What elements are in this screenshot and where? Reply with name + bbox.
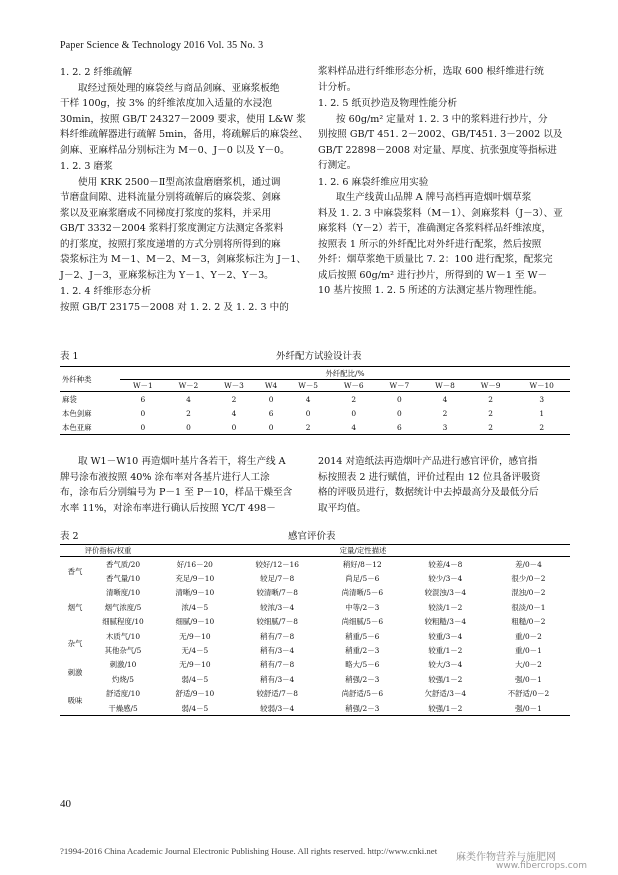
table1-row [60,406,570,420]
table2-cell: 尚足/5－6 [345,574,380,584]
table1-cell: 4 [422,392,468,407]
table1-cell: 2 [305,422,311,432]
text-line: 料纤维疏解器进行疏解 5min，备用，将疏解后的麻袋丝、 [60,129,309,140]
text-line: 水率 11%，对涂布率进行确认后按照 YC/T 498－ [60,502,276,514]
table2-row [60,600,570,614]
table2-row [60,643,570,657]
table2-cell: 较重/1－2 [428,646,463,656]
table1-group-header: 外纤配比/% [325,368,365,378]
table1-col-header: W－9 [468,380,514,392]
table2-index-name: 干燥感/5 [108,703,138,713]
table2-cell: 较差/4－8 [404,557,487,572]
table1-row-label: 麻袋 [60,392,120,407]
table2-row [60,615,570,629]
table1-col-header: W－1 [120,380,166,392]
table2-cell: 细腻/9－10 [175,617,215,627]
table2-cell: 大/0－2 [515,660,542,670]
section-heading: 1. 2. 3 磨浆 [60,161,113,172]
table2-cell: 无/9－10 [179,660,211,670]
table1-cell: 6 [397,422,402,432]
table2-cell: 舒适/9－10 [175,689,215,699]
table2-cell: 稍有/3－4 [260,674,295,684]
table2-sensory-evaluation [60,544,570,716]
table1-col-header: W－2 [166,380,212,392]
table2-title: 感官评价表 [288,531,336,542]
table2-cell: 稍有/3－4 [260,646,295,656]
text-line: 格的评吸员进行，数据统计中去掉最高分及最低分后 [318,487,539,498]
table2-cell: 稍重/5－6 [345,631,380,641]
table1-cell: 3 [513,392,570,407]
text-line: 2014 对造纸法再造烟叶产品进行感官评价，感官指 [318,456,538,467]
text-line: 10 基片按照 1. 2. 5 所述的方法测定基片物理性能。 [318,285,543,296]
table2-cell: 中等/2－3 [345,602,380,612]
table2-cell: 稍强/2－3 [345,703,380,713]
watermark-site-url: www.fibercrops.com [496,861,587,871]
text-line: 牌号涂布液按照 40% 涂布率对各基片进行人工涂 [60,471,270,483]
table2-row [60,571,570,585]
watermark-site-name: 麻类作物营养与施肥网 [456,852,556,863]
table2-cell: 稍有/7－8 [260,660,295,670]
table2-index-header: 评价指标/权重 [60,545,156,557]
text-line: 袋浆标注为 M－1、M－2、M－3，剑麻浆标注为 J－1、 [60,254,307,265]
table2-cell: 不舒适/0－2 [507,689,550,699]
text-line: 按照 GB/T 23175－2008 对 1. 2. 2 及 1. 2. 3 中的 [60,301,289,313]
table2-row [60,687,570,701]
text-line: 取 W1－W10 再造烟叶基片各若干，将生产线 A [78,456,286,467]
table2-cell: 较淡/1－2 [428,602,463,612]
table2-row [60,701,570,716]
left-column-text [60,64,309,315]
table1-cell: 2 [186,408,191,418]
table1-cell: 0 [351,408,357,418]
mid-right-text [318,454,570,516]
table2-cell: 粗糙/0－2 [511,617,546,627]
text-line: 节磨盘间隙、进料流量分别将疏解后的麻袋浆、剑麻 [60,192,281,203]
table2-index-name: 舒适度/10 [105,689,141,699]
table2-cell: 稍重/2－3 [345,646,380,656]
table1-formula-design [60,366,570,435]
table1-row [60,420,570,435]
text-line: 剑麻、亚麻样品分别标注为 M－0、J－0 以及 Y－0。 [60,144,290,156]
text-line: 别按照 GB/T 451. 2－2002、GB/T451. 3－2002 以及 [318,129,563,140]
table1-cell: 3 [442,422,448,432]
table2-cell: 稍好/8－12 [321,557,404,572]
table2-cell: 尚舒适/5－6 [341,689,384,699]
text-line: 计分析。 [318,81,357,93]
text-line: 按照表 1 所示的外纤配比对外纤进行配浆，然后按照 [318,238,542,250]
table2-cell: 较强/1－2 [428,703,463,713]
table2-row [60,672,570,686]
text-line: GB/T 22898－2008 对定量、厚度、抗张强度等指标进 [318,144,557,156]
table2-row [60,586,570,600]
table2-cell: 无/9－10 [179,631,211,641]
table2-index-name: 香气量/10 [105,574,141,584]
table2-cell: 较足/7－8 [260,574,295,584]
table2-row [60,629,570,643]
table2-cell: 充足/9－10 [175,574,215,584]
table2-cell: 较清晰/7－8 [256,588,298,598]
text-line: 标按照表 2 进行赋值，评价过程由 12 位具备评吸资 [318,471,541,483]
table1-cell: 6 [268,408,274,418]
table1-cell: 2 [488,422,493,432]
table2-category: 刺激 [67,667,83,677]
table2-cell: 很少/0－2 [511,574,546,584]
table2-cell: 很淡/0－1 [511,602,546,612]
text-line: 使用 KRK 2500－Ⅱ型高浓盘磨磨浆机，通过调 [78,176,281,188]
table1-cell: 0 [268,422,274,432]
table2-cell: 较大/3－4 [428,660,463,670]
table2-cell: 稍有/7－8 [260,631,295,641]
section-heading: 1. 2. 6 麻袋纤维应用实验 [318,176,429,188]
table2-cell: 清晰/9－10 [175,588,215,598]
table2-cell: 较浓/3－4 [260,602,295,612]
table2-cell: 差/0－4 [487,557,570,572]
table1-cell: 2 [442,408,448,418]
table1-cell: 4 [351,422,357,432]
table1-cell: 0 [377,392,423,407]
table1-cell: 2 [331,392,377,407]
table1-col-header: W4 [257,380,286,392]
table2-index-name: 灼烧/5 [112,674,134,684]
page-number: 40 [60,798,71,810]
text-line: GB/T 3332－2004 浆料打浆度测定方法测定各浆料 [60,223,284,234]
text-line: 麻浆料（Y－2）若干，准确测定各浆料样品纤维浓度， [318,223,552,234]
table2-cell: 好/16－20 [156,557,234,572]
table2-cell: 较混浊/3－4 [424,588,467,598]
text-line: 浆料样品进行纤维形态分析，选取 600 根纤维进行统 [318,66,544,77]
table1-cell: 2 [488,408,493,418]
text-line: 料及 1. 2. 3 中麻袋浆料（M－1）、剑麻浆料（J－3）、亚 [318,207,563,219]
table2-cell: 较好/12－16 [234,557,321,572]
table2-cell: 弱/4－5 [181,674,209,684]
table2-cell: 浓/4－5 [181,602,209,612]
table1-cell: 4 [231,408,237,418]
table2-cell: 稍强/2－3 [345,674,380,684]
table1-col-header: W－10 [513,380,570,392]
table1-row-label: 本色亚麻 [62,422,92,432]
table2-cell: 较弱/3－4 [260,703,295,713]
table1-cell: 2 [211,392,257,407]
table1-number: 表 1 [60,351,79,362]
section-heading: 1. 2. 4 纤维形态分析 [60,286,152,297]
table2-index-name: 细腻程度/10 [102,617,144,627]
table2-desc-header: 定量/定性描述 [156,545,570,557]
table2-cell: 混浊/0－2 [511,588,546,598]
table1-col-header: W－7 [377,380,423,392]
text-line: 成后按照 60g/m² 进行抄片，所得到的 W－1 至 W－ [318,269,548,281]
text-line: 的打浆度，按照打浆度递增的方式分别将所得到的麻 [60,238,281,250]
table2-number: 表 2 [60,531,79,542]
table2-index-name: 清晰度/10 [105,588,141,598]
table2-category: 吸味 [67,696,83,706]
mid-left-text [60,454,306,516]
table1-cell: 0 [257,392,286,407]
table1-row-label: 本色剑麻 [62,408,92,418]
table1-corner-header: 外纤种类 [62,374,92,384]
table1-cell: 0 [186,422,191,432]
table2-index-name: 其他杂气/5 [104,646,142,656]
table2-index-name: 刺激/10 [109,660,137,670]
table2-cell: 无/4－5 [181,646,209,656]
table2-cell: 较重/3－4 [428,631,463,641]
table2-cell: 较强/1－2 [428,674,463,684]
text-line: 干样 100g，按 3% 的纤维浓度加入适量的水浸泡 [60,98,272,109]
table2-category: 烟气 [67,602,83,612]
table2-index-name: 木质气/10 [105,631,141,641]
table1-cell: 0 [305,408,311,418]
section-heading: 1. 2. 5 纸页抄造及物理性能分析 [318,98,458,109]
table1-title: 外纤配方试验设计表 [276,351,362,362]
table2-cell: 尚细腻/5－6 [341,617,384,627]
table2-index-name: 香气质/20 [90,557,156,572]
table2-cell: 强/0－1 [515,703,542,713]
table2-cell: 弱/4－5 [181,703,209,713]
table1-col-header: W－3 [211,380,257,392]
table2-index-name: 烟气浓度/5 [104,602,142,612]
text-line: 外纤：烟草浆绝干质量比 7. 2：100 进行配浆，配浆完 [318,254,553,265]
table2-cell: 较粗糙/3－4 [424,617,467,627]
table2-cell: 重/0－1 [515,646,542,656]
text-line: 30min，按照 GB/T 24327－2009 要求，使用 L&W 浆 [60,113,306,125]
table2-cell: 欠舒适/3－4 [424,689,467,699]
table1-cell: 2 [539,422,545,432]
table1-cell: 0 [231,422,237,432]
table1-cell: 2 [468,392,514,407]
table2-cell: 强/0－1 [515,674,542,684]
table2-cell: 略大/5－6 [345,660,380,670]
copyright-footer: ?1994-2016 China Academic Journal Electronic Publishing House. All rights reserved. http://www.cnki.net [60,846,438,856]
right-column-text [318,64,570,299]
running-header: Paper Science & Technology 2016 Vol. 35 No. 3 [60,40,264,51]
text-line: 浆以及亚麻浆磨成不同梯度打浆度的浆料，并采用 [60,207,272,219]
table1-col-header: W－6 [331,380,377,392]
table2-cell: 较舒适/7－8 [256,689,298,699]
table1-cell: 0 [140,408,146,418]
table2-category: 杂气 [67,638,83,648]
table2-cell: 较细腻/7－8 [256,617,298,627]
text-line: 行测定。 [318,160,357,171]
table1-cell: 0 [397,408,402,418]
table1-cell: 4 [285,392,331,407]
text-line: J－2、J－3，亚麻浆标注为 Y－1、Y－2、Y－3。 [60,269,274,281]
table2-cell: 较少/3－4 [428,574,463,584]
table2-cell: 尚清晰/5－6 [341,588,384,598]
table2-category: 香气 [60,557,90,586]
table1-cell: 4 [166,392,212,407]
text-line: 布，涂布后分别编号为 P－1 至 P－10，样品干燥至含 [60,487,293,498]
table2-cell: 重/0－2 [515,631,542,641]
table1-col-header: W－5 [285,380,331,392]
table2-row [60,658,570,672]
text-line: 取经过预处理的麻袋丝与商品剑麻、亚麻浆板绝 [78,82,280,94]
table1-cell: 6 [120,392,166,407]
table2-row [60,557,570,572]
table1-cell: 0 [140,422,146,432]
table1-cell: 1 [539,408,545,418]
table1-row [60,392,570,407]
table1-col-header: W－8 [422,380,468,392]
text-line: 取平均值。 [318,502,366,514]
text-line: 按 60g/m² 定量对 1. 2. 3 中的浆料进行抄片，分 [336,113,548,125]
section-heading: 1. 2. 2 纤维疏解 [60,67,132,78]
text-line: 取生产线黄山品牌 A 牌号高档再造烟叶烟草浆 [336,192,532,203]
